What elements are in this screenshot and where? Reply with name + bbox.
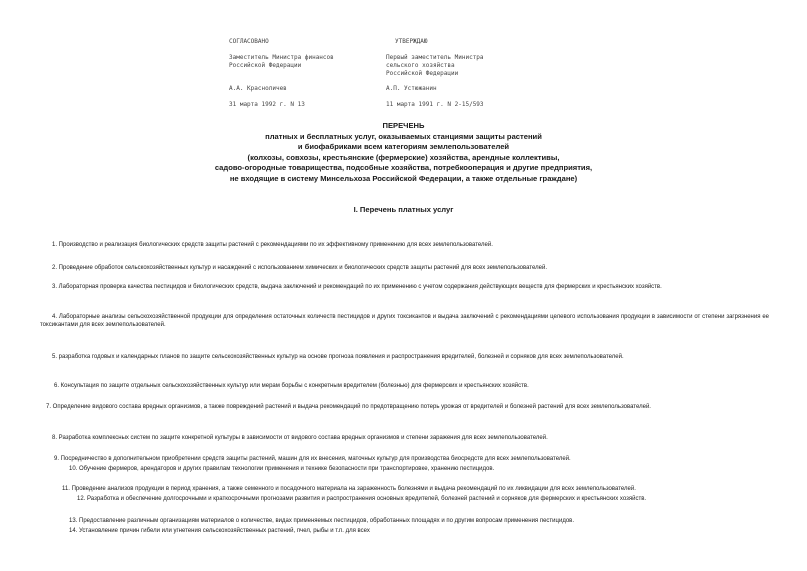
approved-date: 11 марта 1991 г. N 2-15/593 [386,101,484,108]
approved-position-line-2: сельского хозяйства [386,62,455,69]
agreed-label: СОГЛАСОВАНО [229,38,269,45]
title-line: и биофабриками всем категориям землепользователей [297,142,510,152]
list-item: 4. Лабораторные анализы сельскохозяйственной продукции для определения остаточных количеств пестицидов и других токсикантов и выдача заключений с рекомендациями целевого использования продукции в зависимости от степени загрязнения ее токсикантами для всех землепользователей. [40,314,769,329]
title-line: (колхозы, совхозы, крестьянские (фермерские) хозяйства, арендные коллективы, [247,152,560,162]
title-line: не входящие в систему Минсельхоза Российской Федерации, а также отдельные граждане) [229,174,578,183]
list-item: 9. Посредничество в дополнительном приобретении средств защиты растений, машин для их внесения, маточных культур для производства биосредств для всех землепользователей. [54,456,571,462]
approved-signatory: А.П. Устюжанин [386,85,437,92]
title-line: ПЕРЕЧЕНЬ [382,121,425,130]
agreed-signatory: А.А. Красноличев [229,85,287,92]
list-item: 13. Предоставление различным организациям материалов о количестве, видах применяемых пестицидов, обработанных площадях и по другим вопросам применения пестицидов. [69,518,575,524]
list-item: 11. Проведение анализов продукции в период хранения, а также семенного и посадочного материала на зараженность болезнями и выдача рекомендаций по их ликвидации для всех землепользователей. [62,486,636,492]
list-item: 14. Установление причин гибели или угнетения сельскохозяйственных растений, пчел, рыбы и т.п. для всех [69,528,370,534]
approved-position-line-1: Первый заместитель Министра [386,54,484,61]
approved-label: УТВЕРЖДАЮ [395,38,428,45]
section-title: I. Перечень платных услуг [353,205,454,214]
agreed-position-line-2: Российской Федерации [229,62,302,69]
list-item: 1. Производство и реализация биологических средств защиты растений с рекомендациями по их эффективному применению для всех землепользователей. [52,242,493,248]
list-item: 8. Разработка комплексных систем по защите конкретной культуры в зависимости от видового состава вредных организмов и степени заражения для всех землепользователей. [52,435,548,441]
list-item: 7. Определение видового состава вредных организмов, а также повреждений растений и выдача рекомендаций по предотвращению потерь урожая от вредителей и болезней растений для всех землепользователей. [46,404,651,410]
list-item: 6. Консультация по защите отдельных сельскохозяйственных культур или мерам борьбы с конкретным вредителем (болезнью) для фермерских и крестьянских хозяйств. [54,383,529,389]
list-item: 2. Проведение обработок сельскохозяйственных культур и насаждений с использованием химических и биологических средств защиты растений для всех землепользователей. [52,265,547,271]
title-line: садово-огородные товарищества, подсобные хозяйства, потребкооперация и другие предприятия, [214,163,593,173]
list-item: 3. Лабораторная проверка качества пестицидов и биологических средств, выдача заключений и рекомендаций по их применению с учетом содержания действующих веществ для фермерских и крестьянских хозяйств. [52,284,662,290]
list-item: 10. Обучение фермеров, арендаторов и других правилам технологии применения и технике безопасности при транспортировке, хранению пестицидов. [69,466,495,472]
title-line: платных и бесплатных услуг, оказываемых станциями защиты растений [265,131,542,141]
agreed-position-line-1: Заместитель Министра финансов [229,54,334,61]
list-item: 5. разработка годовых и календарных планов по защите сельскохозяйственных культур на основе прогноза появления и распространения вредителей, болезней и сорняков для всех землепользователей. [52,354,624,360]
agreed-date: 31 марта 1992 г. N 13 [229,101,305,108]
list-item: 12. Разработка и обеспечение долгосрочными и краткосрочными прогнозами развития и распространения основных вредителей, болезней растений и сорняков для фермерских и крестьянских хозяйств. [77,496,647,502]
approved-position-line-3: Российской Федерации [386,70,459,77]
